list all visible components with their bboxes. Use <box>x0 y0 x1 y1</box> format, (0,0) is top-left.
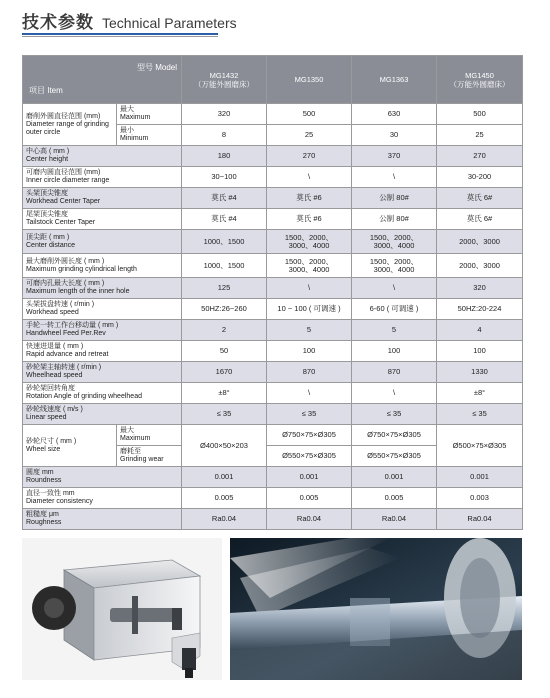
cell: 1500、2000、 3000、4000 <box>352 254 437 278</box>
cell: 6-60 ( 可调速 ) <box>352 299 437 320</box>
cell: 320 <box>437 278 523 299</box>
row-label: 圆度 mm Roundness <box>23 467 182 488</box>
cell: 0.005 <box>352 488 437 509</box>
cell: 630 <box>352 104 437 125</box>
cell: 50HZ:26~260 <box>182 299 267 320</box>
cell: Ra0.04 <box>267 509 352 530</box>
table-row <box>23 209 523 230</box>
cell: 莫氏 6# <box>437 209 523 230</box>
cell: 莫氏 6# <box>437 188 523 209</box>
row-label: 可磨内圆直径范围 (mm) Inner circle diameter range <box>23 167 182 188</box>
sub-label: 最大 Maximum <box>117 104 182 125</box>
row-label: 砂轮线速度 ( m/s ) Linear speed <box>23 404 182 425</box>
cell: 0.001 <box>182 467 267 488</box>
table-row <box>23 167 523 188</box>
table-row <box>23 320 523 341</box>
cell: 莫氏 #6 <box>267 209 352 230</box>
cell: ≤ 35 <box>182 404 267 425</box>
sub-label: 最小 Minimum <box>117 125 182 146</box>
table-row <box>23 230 523 254</box>
row-label: 头架顶尖锥度 Workhead Center Taper <box>23 188 182 209</box>
cell: 30~100 <box>182 167 267 188</box>
table-row <box>23 467 523 488</box>
section-title-en: Technical Parameters <box>102 15 237 31</box>
table-header-row <box>23 56 523 104</box>
cell: 50 <box>182 341 267 362</box>
cell: Ra0.04 <box>437 509 523 530</box>
cell: Ø550×75×Ø305 <box>267 446 352 467</box>
table-row <box>23 509 523 530</box>
cell: 100 <box>437 341 523 362</box>
grinding-spindle-photo <box>22 538 222 680</box>
cell: \ <box>352 383 437 404</box>
table-row <box>23 146 523 167</box>
row-label: 磨削外圆直径范围 (mm) Diameter range of grinding outer circle <box>23 104 117 146</box>
section-title-zh: 技术参数 <box>22 13 94 33</box>
cell: 0.001 <box>437 467 523 488</box>
sub-label: 最大 Maximum <box>117 425 182 446</box>
row-label: 砂轮架主轴转速 ( r/min ) Wheelhead speed <box>23 362 182 383</box>
row-label: 粗糙度 μm Roughness <box>23 509 182 530</box>
row-label: 头架拔盘转速 ( r/min ) Workhead speed <box>23 299 182 320</box>
sub-label: 磨耗至 Grinding wear <box>117 446 182 467</box>
cell: 0.005 <box>267 488 352 509</box>
header-model-label: 型号 Model <box>136 63 177 72</box>
cell: 1000、1500 <box>182 254 267 278</box>
cell: 2000、3000 <box>437 254 523 278</box>
cell: 莫氏 #4 <box>182 209 267 230</box>
cell: 100 <box>267 341 352 362</box>
spec-table <box>22 55 523 530</box>
table-row <box>23 104 523 125</box>
cell: 莫氏 #6 <box>267 188 352 209</box>
table-row <box>23 188 523 209</box>
row-label: 顶尖距 ( mm ) Center distance <box>23 230 182 254</box>
table-row <box>23 383 523 404</box>
grinding-operation-photo <box>230 538 522 680</box>
cell: 0.003 <box>437 488 523 509</box>
cell: Ø400×50×203 <box>182 425 267 467</box>
cell: 5 <box>267 320 352 341</box>
photo-strip <box>22 538 522 680</box>
cell: 2000、3000 <box>437 230 523 254</box>
row-label: 手轮一转工作台移动量 ( mm ) Handwheel Feed Per.Rev <box>23 320 182 341</box>
cell: Ø500×75×Ø305 <box>437 425 523 467</box>
cell: 0.001 <box>352 467 437 488</box>
cell: \ <box>267 167 352 188</box>
cell: 4 <box>437 320 523 341</box>
cell: 100 <box>352 341 437 362</box>
cell: ±8° <box>437 383 523 404</box>
spindle-unit-icon <box>22 538 222 680</box>
cell: Ø750×75×Ø305 <box>267 425 352 446</box>
table-row <box>23 488 523 509</box>
cell: 370 <box>352 146 437 167</box>
cell: 270 <box>437 146 523 167</box>
table-row <box>23 362 523 383</box>
header-model-mg1350: MG1350 <box>267 56 352 104</box>
cell: 125 <box>182 278 267 299</box>
cell: 30 <box>352 125 437 146</box>
section-title <box>22 8 237 34</box>
row-label: 尾架顶尖锥度 Tailstock Center Taper <box>23 209 182 230</box>
table-row <box>23 404 523 425</box>
header-item-label: 项目 Item <box>29 86 63 95</box>
cell: 公制 80# <box>352 209 437 230</box>
row-label: 直径一致性 mm Diameter consistency <box>23 488 182 509</box>
cell: 25 <box>267 125 352 146</box>
table-row <box>23 425 523 446</box>
title-underline-thin <box>22 36 218 37</box>
cell: 1330 <box>437 362 523 383</box>
row-label: 砂轮架回转角度 Rotation Angle of grinding wheelhead <box>23 383 182 404</box>
row-label: 中心高 ( mm ) Center height <box>23 146 182 167</box>
cell: 180 <box>182 146 267 167</box>
cell: \ <box>267 383 352 404</box>
cell: 500 <box>437 104 523 125</box>
table-row <box>23 341 523 362</box>
cell: 0.005 <box>182 488 267 509</box>
header-model-mg1432: MG1432 （万能外圆磨床） <box>182 56 267 104</box>
cell: 25 <box>437 125 523 146</box>
cell: \ <box>352 278 437 299</box>
cell: 500 <box>267 104 352 125</box>
cell: 270 <box>267 146 352 167</box>
cell: 1670 <box>182 362 267 383</box>
cell: 2 <box>182 320 267 341</box>
cell: \ <box>352 167 437 188</box>
cell: Ra0.04 <box>182 509 267 530</box>
header-model-mg1450: MG1450 （万能外圆磨床） <box>437 56 523 104</box>
title-underline <box>22 33 218 35</box>
cell: 1500、2000、 3000、4000 <box>352 230 437 254</box>
cell: 公制 80# <box>352 188 437 209</box>
cell: 870 <box>267 362 352 383</box>
cell: ≤ 35 <box>352 404 437 425</box>
cell: ±8° <box>182 383 267 404</box>
cell: 30-200 <box>437 167 523 188</box>
cell: Ra0.04 <box>352 509 437 530</box>
cell: 10 ~ 100 ( 可调速 ) <box>267 299 352 320</box>
table-row <box>23 278 523 299</box>
cell: Ø550×75×Ø305 <box>352 446 437 467</box>
header-model-mg1363: MG1363 <box>352 56 437 104</box>
row-label: 可磨内孔最大长度 ( mm ) Maximum length of the inner hole <box>23 278 182 299</box>
cell: 0.001 <box>267 467 352 488</box>
cell: 1000、1500 <box>182 230 267 254</box>
row-label: 最大磨削外圆长度 ( mm ) Maximum grinding cylindrical length <box>23 254 182 278</box>
cell: \ <box>267 278 352 299</box>
cylindrical-grinding-icon <box>230 538 522 680</box>
cell: ≤ 35 <box>437 404 523 425</box>
cell: 1500、2000、 3000、4000 <box>267 254 352 278</box>
row-label: 快速进退量 ( mm ) Rapid advance and retreat <box>23 341 182 362</box>
cell: 870 <box>352 362 437 383</box>
table-row <box>23 254 523 278</box>
table-row <box>23 299 523 320</box>
cell: 8 <box>182 125 267 146</box>
cell: 莫氏 #4 <box>182 188 267 209</box>
header-corner <box>23 56 182 104</box>
cell: 50HZ:20-224 <box>437 299 523 320</box>
cell: Ø750×75×Ø305 <box>352 425 437 446</box>
cell: ≤ 35 <box>267 404 352 425</box>
cell: 1500、2000、 3000、4000 <box>267 230 352 254</box>
row-label: 砂轮尺寸 ( mm ) Wheel size <box>23 425 117 467</box>
cell: 5 <box>352 320 437 341</box>
cell: 320 <box>182 104 267 125</box>
